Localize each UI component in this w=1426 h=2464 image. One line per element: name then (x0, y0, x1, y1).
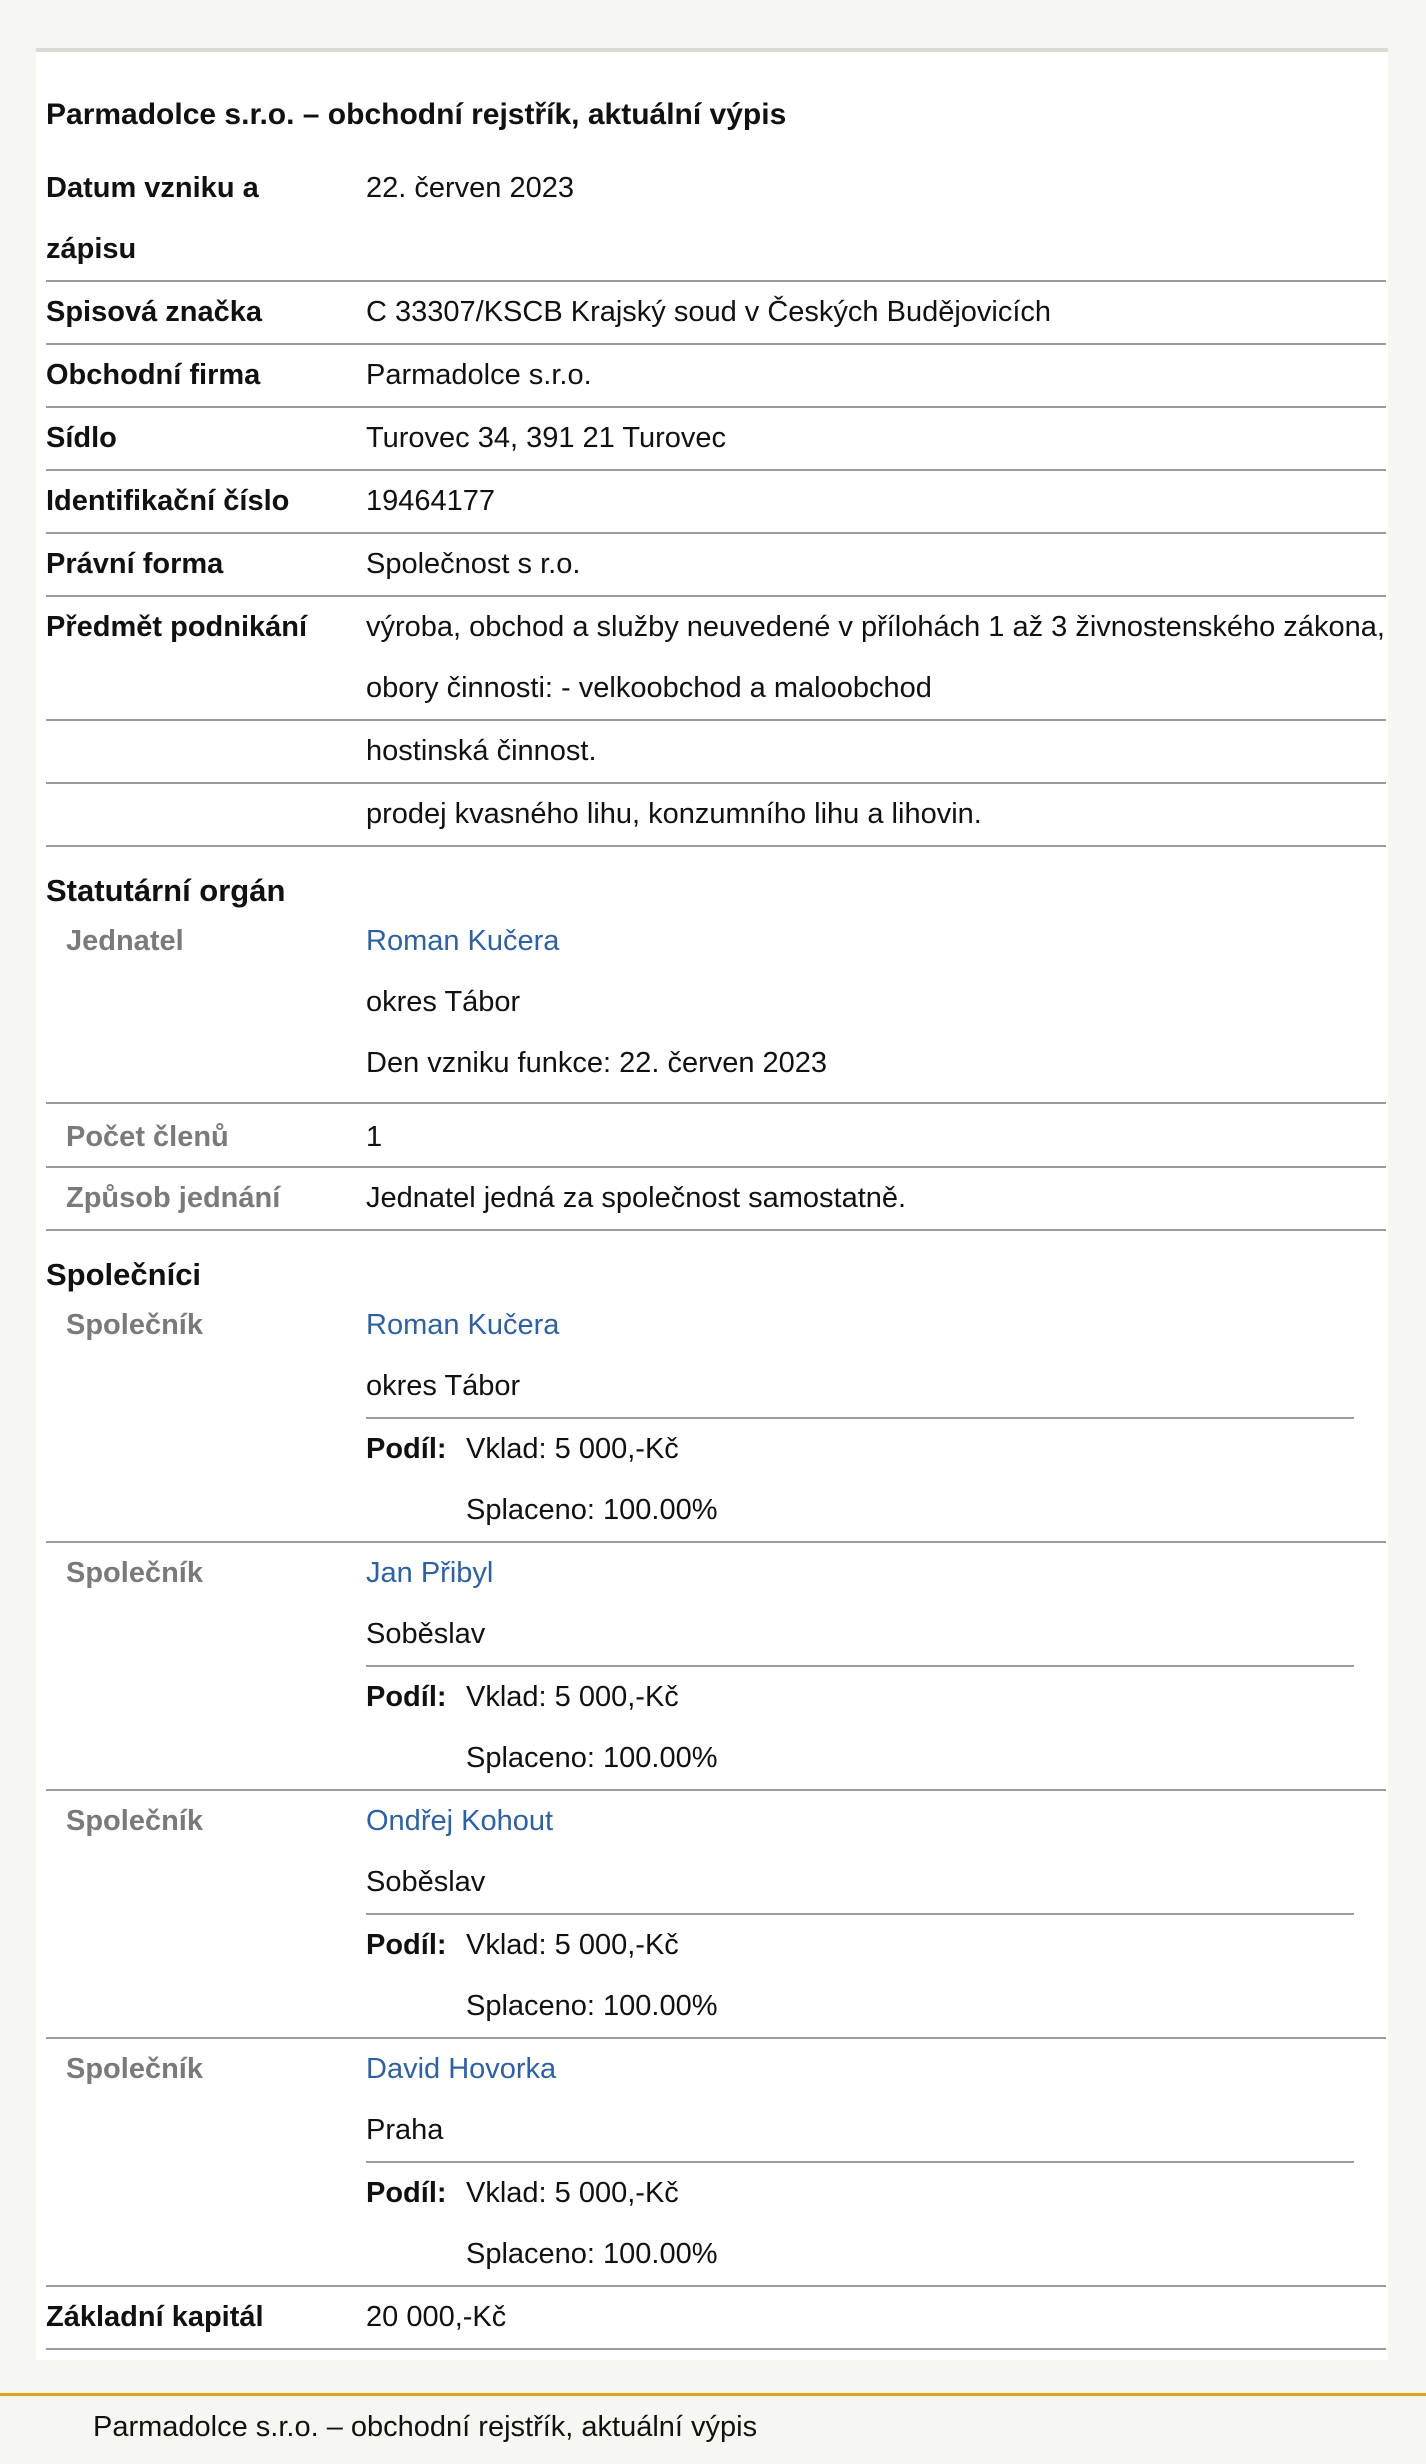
row-label: Sídlo (46, 422, 117, 454)
person-place: Soběslav (366, 1618, 486, 1650)
row-label: Identifikační číslo (46, 485, 290, 517)
row-label: Společník (66, 1309, 203, 1341)
share-block (366, 2161, 1354, 2285)
row-label: Spisová značka (46, 296, 262, 328)
row-spolecnik (46, 2039, 1386, 2287)
row-predmet (46, 597, 1386, 721)
row-spolecnik (46, 1543, 1386, 1791)
register-card (36, 48, 1388, 2360)
row-predmet-2 (46, 721, 1386, 784)
row-label: Datum vzniku a zápisu (46, 172, 259, 265)
section-statutarni: Statutární orgán (46, 873, 286, 908)
row-spolecnik (46, 1295, 1386, 1543)
row-jednatel (46, 911, 1386, 1104)
row-label: Společník (66, 2053, 203, 2085)
row-value: Společnost s r.o. (366, 548, 581, 580)
share-block (366, 1913, 1354, 2037)
row-spolecnik (46, 1791, 1386, 2039)
row-value: 22. červen 2023 (366, 172, 574, 204)
share-label: Podíl: (366, 2177, 447, 2209)
share-vklad: Vklad: 5 000,-Kč (466, 2177, 679, 2209)
row-label-empty (46, 784, 366, 845)
share-block (366, 1417, 1354, 1541)
row-label: Způsob jednání (66, 1182, 281, 1214)
row-pravni-forma (46, 534, 1386, 597)
row-label: Společník (66, 1557, 203, 1589)
share-values (466, 1419, 718, 1541)
share-values (466, 2163, 718, 2285)
row-label: Obchodní firma (46, 359, 261, 391)
row-zpusob-jednani (46, 1168, 1386, 1231)
person-link[interactable]: Jan Přibyl (366, 1557, 494, 1589)
row-value: Jednatel jedná za společnost samostatně. (366, 1182, 907, 1214)
row-value: 19464177 (366, 485, 496, 517)
share-label: Podíl: (366, 1433, 447, 1465)
section-spolecnici: Společníci (46, 1257, 202, 1292)
person-place: okres Tábor (366, 1370, 521, 1402)
row-label: Jednatel (66, 925, 184, 957)
page-footer: Parmadolce s.r.o. – obchodní rejstřík, aktuální výpis (0, 2393, 1426, 2464)
person-place: okres Tábor (366, 986, 521, 1018)
person-place: Soběslav (366, 1866, 486, 1898)
share-vklad: Vklad: 5 000,-Kč (466, 1929, 679, 1961)
row-pocet-clenu (46, 1104, 1386, 1168)
share-block (366, 1665, 1354, 1789)
row-value: Parmadolce s.r.o. (366, 359, 592, 391)
share-vklad: Vklad: 5 000,-Kč (466, 1681, 679, 1713)
page-title: Parmadolce s.r.o. – obchodní rejstřík, aktuální výpis (46, 98, 787, 131)
row-label: Právní forma (46, 548, 224, 580)
row-value (366, 1543, 1386, 1789)
row-zakladni-kapital (46, 2287, 1386, 2350)
share-vklad: Vklad: 5 000,-Kč (466, 1433, 679, 1465)
share-splaceno: Splaceno: 100.00% (466, 1494, 718, 1526)
row-value: C 33307/KSCB Krajský soud v Českých Budějovicích (366, 296, 1052, 328)
row-sidlo (46, 408, 1386, 471)
row-predmet-3 (46, 784, 1386, 847)
person-link[interactable]: Roman Kučera (366, 925, 560, 957)
share-values (466, 1915, 718, 2037)
row-value: hostinská činnost. (366, 735, 597, 767)
share-label: Podíl: (366, 1929, 447, 1961)
row-spisova-znacka (46, 282, 1386, 345)
row-label: Předmět podnikání (46, 611, 308, 643)
row-label-empty (46, 721, 366, 782)
share-label: Podíl: (366, 1681, 447, 1713)
share-splaceno: Splaceno: 100.00% (466, 2238, 718, 2270)
spacer (366, 1094, 1386, 1102)
row-label: Společník (66, 1805, 203, 1837)
person-place: Praha (366, 2114, 444, 2146)
row-value: Turovec 34, 391 21 Turovec (366, 422, 727, 454)
person-link[interactable]: David Hovorka (366, 2053, 557, 2085)
row-obchodni-firma (46, 345, 1386, 408)
row-value (366, 1295, 1386, 1541)
function-since: Den vzniku funkce: 22. červen 2023 (366, 1047, 828, 1079)
row-value: 20 000,-Kč (366, 2301, 507, 2333)
row-value: výroba, obchod a služby neuvedené v přílohách 1 až 3 živnostenského zákona, obory činnosti: - velkoobchod a maloobchod (366, 611, 1385, 704)
row-value: prodej kvasného lihu, konzumního lihu a lihovin. (366, 798, 982, 830)
row-value (366, 911, 1386, 1102)
row-datum (46, 158, 1386, 282)
row-label: Počet členů (66, 1121, 229, 1153)
share-splaceno: Splaceno: 100.00% (466, 1990, 718, 2022)
register-content (46, 52, 1386, 2350)
row-ico (46, 471, 1386, 534)
row-label: Základní kapitál (46, 2301, 264, 2333)
row-value (366, 2039, 1386, 2285)
row-value (366, 1791, 1386, 2037)
person-link[interactable]: Ondřej Kohout (366, 1805, 554, 1837)
person-link[interactable]: Roman Kučera (366, 1309, 560, 1341)
share-values (466, 1667, 718, 1789)
row-value: 1 (366, 1121, 383, 1153)
share-splaceno: Splaceno: 100.00% (466, 1742, 718, 1774)
